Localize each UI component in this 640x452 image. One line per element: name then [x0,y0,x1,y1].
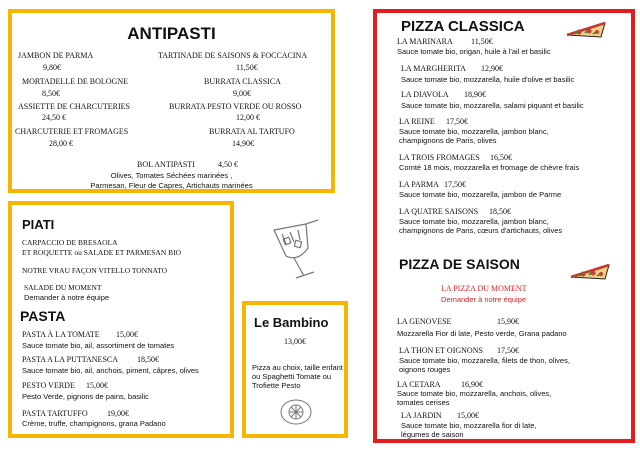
pizza-item-price: 18,90€ [464,90,486,99]
piati-line: CARPACCIO DE BRESAOLA [22,238,118,247]
pasta-item-name: PESTO VERDE [22,381,75,390]
bol-antipasti-name: BOL ANTIPASTI [137,160,195,169]
pizza-item-desc: Sauce tomate bio, mozzarella, filets de thon, olives, [399,356,570,365]
antipasti-item-name: BURRATA CLASSICA [204,77,281,86]
pizza-item-desc: champignons de Paris, olives [399,136,497,145]
bambino-section [242,301,348,438]
pizza-item-desc: champignons de Paris, cœurs d'artichauts, olives [399,226,563,235]
pizza-item-price: 17,50€ [444,180,466,189]
bambino-desc: Trofiette Pesto [252,381,301,390]
pizza-item-price: 15,00€ [457,411,479,420]
antipasti-section [8,9,335,193]
pasta-title: PASTA [20,308,66,324]
antipasti-item-name: BURRATA AL TARTUFO [209,127,295,136]
pizza-item-name: LA GENOVESE [397,317,452,326]
antipasti-item-price: 24,50 € [42,113,66,122]
bol-antipasti-desc: Olives, Tomates Séchées marinées , [110,171,233,180]
pizza-slice-icon [565,19,607,39]
piati-line: NOTRE VRAU FAÇON VITELLO TONNATO [22,266,168,275]
pizza-item-price: 16,90€ [461,380,483,389]
pizza-item-desc: légumes de saison [401,430,464,439]
antipasti-item-price: 12,00 € [236,113,260,122]
pizza-item-desc: Sauce tomate bio, mozzarella, huile d'olive et basilic [401,75,575,84]
antipasti-item-price: 11,50€ [236,63,258,72]
bambino-title: Le Bambino [254,315,329,330]
pizza-section [373,9,635,443]
pizza-du-moment-note: Demander à notre équipe [441,295,527,304]
bambino-price: 13,00€ [284,337,306,346]
pasta-item-price: 15,00€ [116,330,138,339]
pasta-item-price: 19,00€ [107,409,129,418]
antipasti-item-name: BURRATA PESTO VERDE OU ROSSO [169,102,302,111]
pizza-item-price: 17,50€ [446,117,468,126]
pizza-item-price: 15,90€ [497,317,519,326]
pizza-item-name: LA TROIS FROMAGES [399,153,480,162]
antipasti-item-price: 9,00€ [233,89,251,98]
pizza-item-desc: tomates cerises [397,398,450,407]
pizza-item-price: 11,50€ [471,37,493,46]
bol-antipasti-price: 4,50 € [218,160,238,169]
piati-note: Demander à notre équipe [24,293,110,302]
pizza-item-desc: Sauce tomate bio, mozzarella fior di late, [401,421,537,430]
pizza-item-price: 18,50€ [489,207,511,216]
pizza-item-name: LA THON ET OIGNONS [399,346,483,355]
pizza-du-moment: LA PIZZA DU MOMENT [441,284,527,293]
pizza-item-name: LA MARGHERITA [401,64,466,73]
pizza-item-price: 16,50€ [490,153,512,162]
piati-line: SALADE DU MOMENT [24,283,102,292]
antipasti-item-price: 28,00 € [49,139,73,148]
antipasti-item-name: MORTADELLE DE BOLOGNE [22,77,128,86]
piati-line: ET ROQUETTE ou SALADE ET PARMESAN BIO [22,248,182,257]
pizza-slice-icon [569,261,611,281]
pizza-item-desc: oignons rouges [399,365,451,374]
pizza-item-desc: Sauce tomate bio, mozzarella, jambon blanc, [399,217,549,226]
pizza-item-desc: Sauce tomate bio, origan, huile à l'ail et basilic [397,47,551,56]
pasta-item-name: PASTA À LA TOMATE [22,330,100,339]
pizza-item-desc: Mozzarella Fior di late, Pesto verde, Grana padano [397,329,567,338]
pasta-item-price: 15,00€ [86,381,108,390]
pizza-item-price: 12,90€ [481,64,503,73]
bambino-desc: ou Spaghetti Tomate ou [252,372,332,381]
pizza-item-name: LA JARDIN [401,411,442,420]
piati-pasta-section [8,201,234,438]
antipasti-item-price: 8,50€ [42,89,60,98]
pizza-item-desc: Sauce tomate bio, mozzarella, anchois, olives, [397,389,552,398]
pizza-item-desc: Comté 18 mois, mozzarella et fromage de chèvre frais [399,163,580,172]
pasta-item-desc: Sauce tomate bio, ail, anchois, piment, câpres, olives [22,366,199,375]
antipasti-item-name: JAMBON DE PARMA [18,51,94,60]
pizza-item-price: 17,50€ [497,346,519,355]
antipasti-title: ANTIPASTI [127,24,216,43]
pizza-item-desc: Sauce tomate bio, mozzarella, jambon blanc, [399,127,549,136]
antipasti-item-name: CHARCUTERIE ET FROMAGES [15,127,129,136]
pizza-item-name: LA DIAVOLA [401,90,449,99]
pasta-item-desc: Crème, truffe, champignons, grana Padano [22,419,166,428]
antipasti-item-name: ASSIETTE DE CHARCUTERIES [18,102,130,111]
antipasti-item-price: 14,90€ [232,139,254,148]
lemon-icon [276,395,316,429]
pizza-item-desc: Sauce tomate bio, mozzarella, salami piquant et basilic [401,101,584,110]
pizza-item-name: LA MARINARA [397,37,453,46]
pizza-item-name: LA QUATRE SAISONS [399,207,479,216]
pasta-item-desc: Sauce tomate bio, ail, assortiment de tomates [22,341,175,350]
bambino-desc: Pizza au choix, taille enfant [252,363,343,372]
piati-title: PIATI [22,217,55,232]
cocktail-glass-icon [268,218,326,284]
pasta-item-price: 18,50€ [137,355,159,364]
pasta-item-name: PASTA TARTUFFO [22,409,88,418]
pizza-item-name: LA PARMA [399,180,439,189]
pizza-item-name: LA CETARA [397,380,441,389]
pizza-saison-title: PIZZA DE SAISON [399,256,520,272]
pasta-item-desc: Pesto Verde, pignons de pains, basilic [22,392,149,401]
pasta-item-name: PASTA A LA PUTTANESCA [22,355,119,364]
bol-antipasti-desc: Parmesan, Fleur de Capres, Artichauts marinées [90,181,253,190]
antipasti-item-name: TARTINADE DE SAISONS & FOCCACINA [158,51,308,60]
antipasti-item-price: 9,80€ [43,63,61,72]
pizza-item-desc: Sauce tomate bio, mozzarella, jambon de Parme [399,190,562,199]
pizza-item-name: LA REINE [399,117,435,126]
pizza-classica-title: PIZZA CLASSICA [401,18,525,35]
